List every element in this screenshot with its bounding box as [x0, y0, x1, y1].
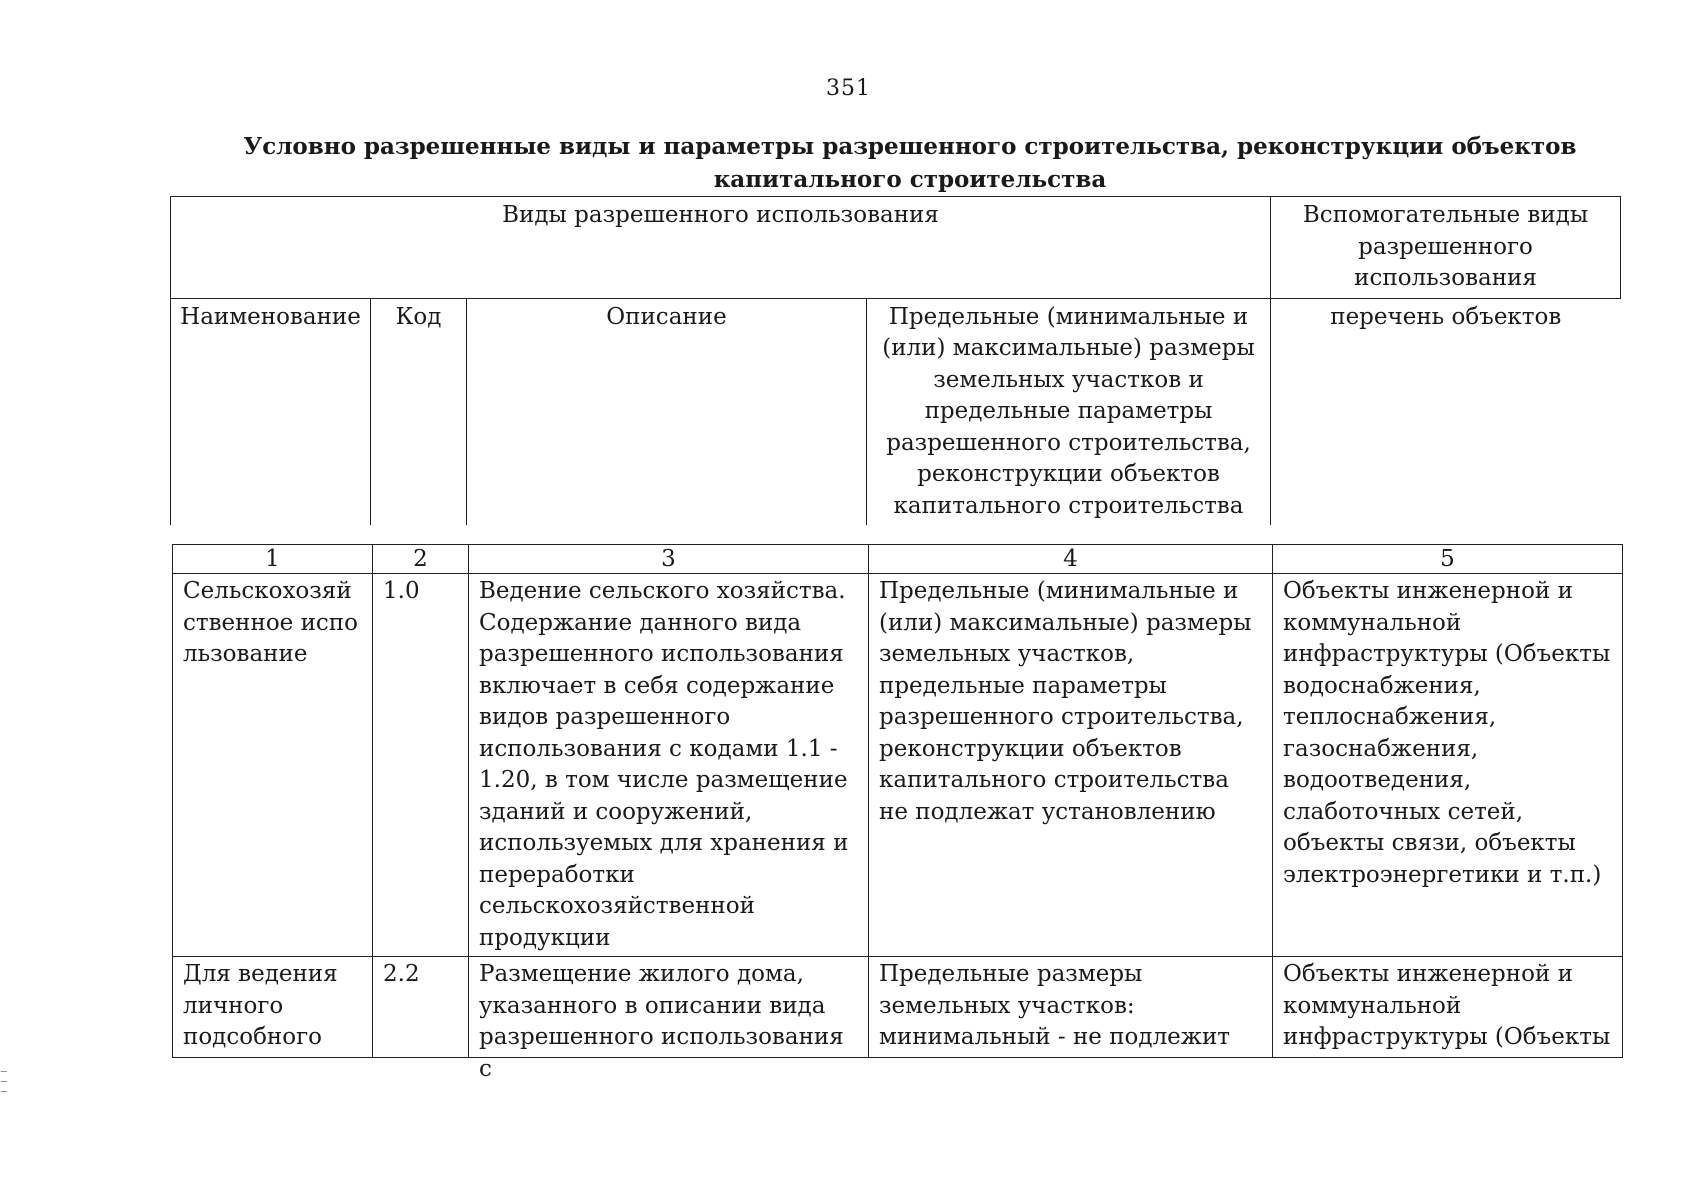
row-objects-cell	[1273, 957, 1623, 1058]
row-objects: Объекты инженерной и коммунальной инфраструктуры (Объекты	[1283, 961, 1611, 1050]
column-number: 1	[173, 545, 373, 574]
header-col-limits: Предельные (минимальные и (или) максимальные) размеры земельных участков и предельные параметры разрешенного строительства, реконструкции объектов капитального строительства	[867, 298, 1271, 525]
row-code: 1.0	[373, 574, 469, 957]
data-table	[172, 544, 1623, 1082]
row-description-cell	[469, 957, 869, 1082]
table-row	[173, 574, 1623, 957]
row-name: Для ведения личного подсобного	[183, 961, 338, 1050]
header-auxiliary: Вспомогательные виды разрешенного использования	[1271, 197, 1621, 299]
row-objects: Объекты инженерной и коммунальной инфраструктуры (Объекты водоснабжения, теплоснабжения, газоснабжения, водоотведения, слаботочных сетей, объекты связи, объекты электроэнергетики и т.п.)	[1273, 574, 1623, 957]
row-limits: Предельные (минимальные и (или) максимальные) размеры земельных участков, предельные параметры разрешенного строительства, реконструкции объектов капитального строительства не подлежат установлению	[869, 574, 1273, 957]
column-numbers-row	[173, 545, 1623, 574]
row-name-cell	[173, 957, 373, 1058]
header-col-name: Наименование	[171, 298, 371, 525]
row-name: Сельскохозяйственное использование	[173, 574, 373, 957]
column-number: 3	[469, 545, 869, 574]
binding-marks: ‒ ‒ ‒	[0, 1064, 8, 1098]
row-limits-cell	[869, 957, 1273, 1058]
document-title: Условно разрешенные виды и параметры разрешенного строительства, реконструкции объектов капитального строительства	[243, 133, 1577, 193]
column-number: 2	[373, 545, 469, 574]
header-col-objects: перечень объектов	[1271, 298, 1621, 525]
row-description: Ведение сельского хозяйства. Содержание данного вида разрешенного использования включает в себя содержание видов разрешенного использования с кодами 1.1 - 1.20, в том числе размещение зданий и сооружений, используемых для хранения и переработки сельскохозяйственной продукции	[469, 574, 869, 957]
row-code-cell	[373, 957, 469, 1058]
table-row	[173, 957, 1623, 1058]
page-number: 351	[826, 76, 871, 101]
header-table	[170, 196, 1621, 525]
row-code: 2.2	[383, 961, 420, 987]
header-main-types: Виды разрешенного использования	[171, 197, 1271, 299]
row-limits: Предельные размеры земельных участков: минимальный - не подлежит	[879, 961, 1230, 1050]
row-description: Размещение жилого дома, указанного в описании вида разрешенного использования с	[479, 961, 844, 1082]
header-col-description: Описание	[467, 298, 867, 525]
header-col-code: Код	[371, 298, 467, 525]
column-number: 5	[1273, 545, 1623, 574]
column-number: 4	[869, 545, 1273, 574]
